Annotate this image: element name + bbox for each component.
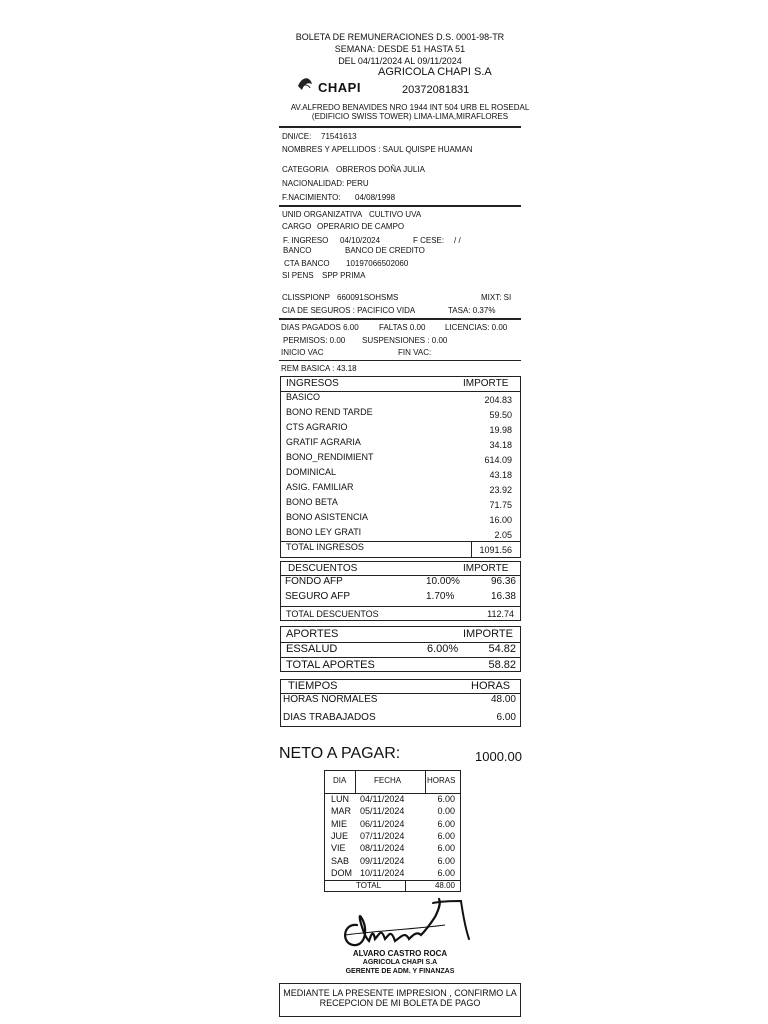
company-ruc: 20372081831 [402, 84, 470, 96]
cese-value: / / [454, 236, 461, 245]
schedule-dia: MAR [331, 806, 351, 817]
inicio-vac: INICIO VAC [281, 348, 324, 357]
tiempo-label: HORAS NORMALES [283, 694, 378, 705]
ingreso-value: 34.18 [489, 440, 512, 450]
schedule-horas: 6.00 [437, 855, 455, 866]
tiempos-header-label: TIEMPOS [288, 680, 338, 692]
ingreso-value: 04/10/2024 [340, 236, 381, 245]
banco-value: BANCO DE CREDITO [345, 246, 425, 255]
ingresos-total-label: TOTAL INGRESOS [286, 542, 364, 552]
unid-value: CULTIVO UVA [369, 210, 422, 219]
doc-week: SEMANA: DESDE 51 HASTA 51 [334, 44, 466, 54]
schedule-horas: 0.00 [437, 806, 455, 817]
rem-basica: REM BASICA : 43.18 [281, 364, 357, 373]
logo-text: CHAPI [318, 80, 361, 95]
nacimiento-value: 04/08/1998 [355, 193, 396, 202]
tiempo-value: 6.00 [496, 712, 516, 723]
schedule-fecha: 07/11/2024 [360, 830, 405, 841]
schedule-horas: 6.00 [437, 794, 455, 804]
footer-line-1: MEDIANTE LA PRESENTE IMPRESION , CONFIRMO LA [283, 988, 517, 998]
banco-label: BANCO [283, 246, 312, 255]
divider [425, 771, 426, 793]
neto-value: 1000.00 [475, 749, 522, 764]
schedule-horas: 6.00 [437, 843, 455, 854]
categoria-value: OBREROS DOÑA JULIA [336, 165, 425, 174]
faltas: FALTAS 0.00 [379, 323, 426, 332]
schedule-fecha: 09/11/2024 [360, 855, 405, 866]
ingresos-table [280, 376, 521, 558]
descuento-label: SEGURO AFP [285, 591, 351, 602]
schedule-horas: 6.00 [437, 830, 455, 841]
cuspp-value: 660091SOHSMS [337, 293, 399, 302]
doc-period: DEL 04/11/2024 AL 09/11/2024 [338, 56, 462, 66]
schedule-dia: DOM [331, 867, 352, 878]
descuentos-total-value: 112.74 [487, 609, 514, 619]
aportes-header-importe: IMPORTE [463, 628, 513, 640]
schedule-horas: 6.00 [437, 867, 455, 878]
schedule-col-horas: HORAS [427, 776, 456, 785]
descuentos-total-label: TOTAL DESCUENTOS [286, 609, 379, 619]
schedule-dia: MIE [331, 818, 348, 829]
ingreso-label: BONO BETA [286, 497, 338, 507]
schedule-fecha: 10/11/2024 [360, 867, 405, 878]
ingreso-label: CTS AGRARIO [286, 422, 348, 432]
dni-label: DNI/CE: [282, 132, 312, 141]
divider [279, 205, 521, 207]
descuentos-header-label: DESCUENTOS [288, 563, 358, 574]
ingreso-label: BONO_RENDIMIENT [286, 452, 374, 462]
tiempo-value: 48.00 [490, 694, 516, 705]
address-line-1: AV.ALFREDO BENAVIDES NRO 1944 INT 504 URB EL ROSEDAL [290, 103, 530, 112]
ingreso-label: DOMINICAL [286, 467, 337, 477]
handwritten-signature-icon [335, 895, 475, 955]
schedule-fecha: 08/11/2024 [360, 843, 405, 854]
employee-names: NOMBRES Y APELLIDOS : SAUL QUISPE HUAMAN [282, 145, 473, 154]
divider [281, 657, 520, 658]
schedule-dia: LUN [331, 794, 350, 804]
ingreso-label: BONO REND TARDE [286, 407, 373, 417]
company-name: AGRICOLA CHAPI S.A [378, 66, 492, 78]
aporte-pct: 6.00% [427, 643, 459, 655]
pens-value: SPP PRIMA [322, 271, 366, 280]
categoria-label: CATEGORIA [282, 165, 329, 174]
suspensiones: SUSPENSIONES : 0.00 [362, 336, 448, 345]
ingresos-header-importe: IMPORTE [463, 378, 509, 389]
mixt: MIXT: SI [481, 293, 512, 302]
neto-label: NETO A PAGAR: [279, 745, 401, 762]
aportes-header-label: APORTES [286, 628, 339, 640]
ingresos-total-value: 1091.56 [479, 545, 512, 555]
schedule-dia: VIE [331, 843, 346, 854]
cargo-value: OPERARIO DE CAMPO [317, 222, 405, 231]
signature-name: ALVARO CASTRO ROCA [352, 949, 448, 958]
ingreso-label: GRATIF AGRARIA [286, 437, 361, 447]
cese-label: F CESE: [413, 236, 445, 245]
schedule-total-label: TOTAL [356, 881, 382, 890]
doc-title: BOLETA DE REMUNERACIONES D.S. 0001-98-TR [295, 32, 505, 42]
ingreso-value: 59.50 [489, 410, 512, 420]
ingreso-label: BONO ASISTENCIA [286, 512, 369, 522]
descuento-pct: 10.00% [426, 576, 460, 587]
tiempo-label: DIAS TRABAJADOS [283, 712, 376, 723]
descuento-value: 96.36 [490, 576, 516, 587]
ingresos-header-label: INGRESOS [286, 378, 339, 389]
divider [279, 318, 521, 320]
tasa: TASA: 0.37% [448, 306, 496, 315]
cargo-label: CARGO [282, 222, 312, 231]
divider [355, 771, 356, 793]
schedule-col-dia: DIA [333, 776, 347, 785]
dias-pagados: DIAS PAGADOS 6.00 [281, 323, 359, 332]
fin-vac: FIN VAC: [398, 348, 432, 357]
seguros: CIA DE SEGUROS : PACIFICO VIDA [282, 306, 416, 315]
signature-company: AGRICOLA CHAPI S.A [362, 959, 438, 966]
ingreso-label: BONO LEY GRATI [286, 527, 362, 537]
schedule-dia: SAB [331, 855, 350, 866]
unid-label: UNID ORGANIZATIVA [282, 210, 363, 219]
descuento-label: FONDO AFP [285, 576, 343, 587]
permisos: PERMISOS: 0.00 [283, 336, 346, 345]
divider [405, 880, 406, 891]
signature-image [335, 895, 475, 955]
descuento-pct: 1.70% [426, 591, 455, 602]
footer-box [279, 983, 521, 1017]
tiempos-header-horas: HORAS [471, 680, 511, 692]
schedule-dia: JUE [331, 830, 349, 841]
nacimiento-label: F.NACIMIENTO: [282, 193, 341, 202]
schedule-horas: 6.00 [437, 818, 455, 829]
ingreso-value: 614.09 [484, 455, 512, 465]
divider [279, 360, 521, 361]
footer-line-2: RECEPCION DE MI BOLETA DE PAGO [319, 998, 481, 1008]
descuentos-header-importe: IMPORTE [463, 563, 509, 574]
nacionalidad: NACIONALIDAD: PERU [282, 179, 369, 188]
ingreso-label: ASIG. FAMILIAR [286, 482, 354, 492]
tiempos-table [280, 679, 521, 727]
signature-role: GERENTE DE ADM. Y FINANZAS [345, 968, 455, 975]
cta-value: 10197066502060 [346, 259, 409, 268]
descuento-value: 16.38 [490, 591, 516, 602]
divider [281, 606, 520, 607]
ingreso-value: 204.83 [484, 395, 512, 405]
ingreso-value: 23.92 [489, 485, 512, 495]
schedule-col-fecha: FECHA [374, 776, 402, 785]
dni-value: 71541613 [321, 132, 357, 141]
ingreso-value: 2.05 [494, 530, 512, 540]
ingreso-label: F. INGRESO [283, 236, 329, 245]
aporte-value: 54.82 [488, 643, 516, 655]
address-line-2: (EDIFICIO SWISS TOWER) LIMA-LIMA,MIRAFLORES [311, 112, 509, 121]
divider [279, 126, 521, 128]
pens-label: SI PENS [282, 271, 314, 280]
schedule-total-value: 48.00 [434, 881, 455, 890]
divider [471, 541, 472, 557]
ingreso-label: BASICO [286, 392, 321, 402]
cuspp-label: CLISSPIONP [282, 293, 331, 302]
aportes-total-label: TOTAL APORTES [286, 659, 375, 671]
ingreso-value: 43.18 [489, 470, 512, 480]
schedule-fecha: 04/11/2024 [360, 794, 405, 804]
aporte-label: ESSALUD [286, 643, 338, 655]
licencias: LICENCIAS: 0.00 [445, 323, 508, 332]
schedule-fecha: 06/11/2024 [360, 818, 405, 829]
schedule-fecha: 05/11/2024 [360, 806, 405, 817]
ingreso-value: 71.75 [489, 500, 512, 510]
descuentos-table [280, 561, 521, 621]
aportes-total-value: 58.82 [488, 659, 516, 671]
ingreso-value: 16.00 [489, 515, 512, 525]
schedule-table [324, 770, 461, 892]
ingreso-value: 19.98 [489, 425, 512, 435]
cta-label: CTA BANCO [284, 259, 330, 268]
aportes-table [280, 626, 521, 672]
